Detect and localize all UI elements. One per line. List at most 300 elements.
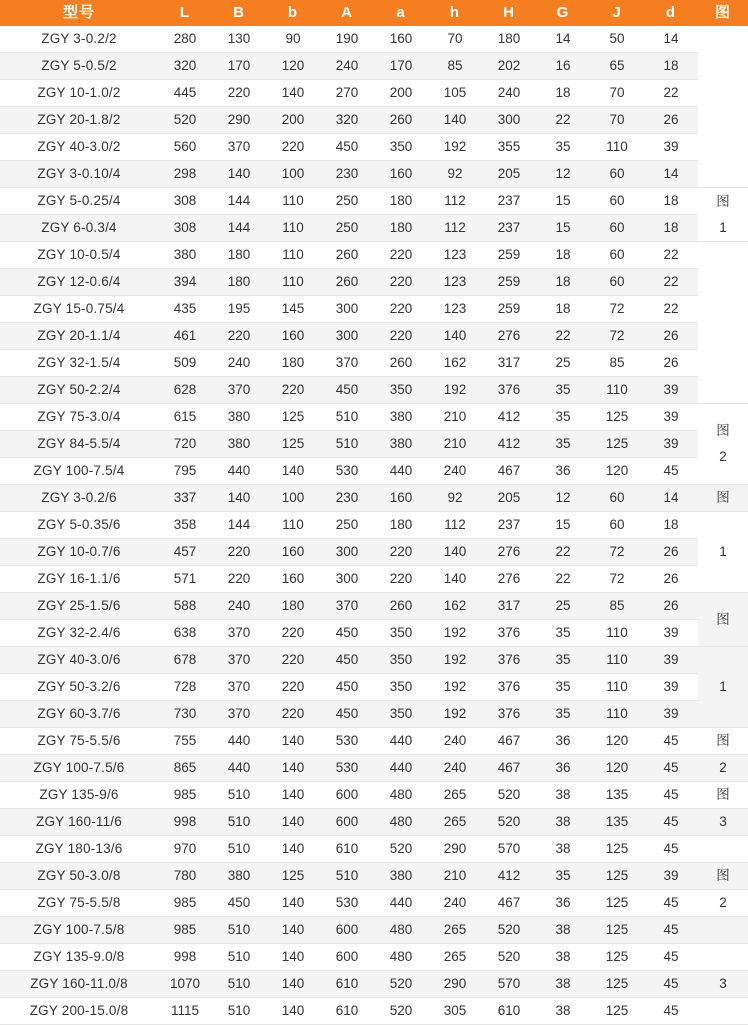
cell-d: 39 (644, 134, 698, 161)
cell-L: 560 (158, 134, 212, 161)
table-row (0, 755, 748, 782)
cell-B: 380 (212, 863, 266, 890)
cell-G: 35 (536, 377, 590, 404)
cell-G: 38 (536, 944, 590, 971)
cell-A: 230 (320, 485, 374, 512)
cell-H: 259 (482, 242, 536, 269)
cell-H: 276 (482, 539, 536, 566)
cell-A: 250 (320, 512, 374, 539)
cell-G: 35 (536, 674, 590, 701)
table-row (0, 998, 748, 1025)
cell-model: ZGY 40-3.0/2 (0, 134, 158, 161)
cell-model: ZGY 50-2.2/4 (0, 377, 158, 404)
cell-L: 394 (158, 269, 212, 296)
cell-figure (698, 188, 748, 242)
cell-H: 355 (482, 134, 536, 161)
cell-J: 125 (590, 917, 644, 944)
cell-H: 237 (482, 512, 536, 539)
cell-B: 370 (212, 674, 266, 701)
cell-A: 370 (320, 593, 374, 620)
figure-label (698, 189, 748, 241)
cell-J: 110 (590, 134, 644, 161)
cell-a: 160 (374, 161, 428, 188)
cell-B: 220 (212, 80, 266, 107)
cell-H: 467 (482, 755, 536, 782)
cell-L: 755 (158, 728, 212, 755)
cell-B: 180 (212, 269, 266, 296)
cell-G: 38 (536, 917, 590, 944)
cell-B: 380 (212, 431, 266, 458)
cell-b: 110 (266, 242, 320, 269)
cell-a: 180 (374, 512, 428, 539)
cell-A: 450 (320, 674, 374, 701)
cell-a: 480 (374, 809, 428, 836)
cell-a: 440 (374, 458, 428, 485)
cell-a: 480 (374, 944, 428, 971)
figure-label (698, 418, 748, 470)
cell-model: ZGY 15-0.75/4 (0, 296, 158, 323)
cell-d: 39 (644, 863, 698, 890)
cell-figure (698, 917, 748, 944)
cell-G: 15 (536, 512, 590, 539)
cell-A: 270 (320, 80, 374, 107)
cell-figure (698, 836, 748, 863)
cell-L: 445 (158, 80, 212, 107)
cell-H: 317 (482, 350, 536, 377)
cell-G: 18 (536, 242, 590, 269)
cell-a: 440 (374, 755, 428, 782)
cell-model: ZGY 75-3.0/4 (0, 404, 158, 431)
cell-J: 125 (590, 971, 644, 998)
table-row (0, 647, 748, 674)
cell-d: 39 (644, 620, 698, 647)
cell-a: 220 (374, 242, 428, 269)
cell-L: 1070 (158, 971, 212, 998)
table-row (0, 863, 748, 890)
cell-H: 376 (482, 647, 536, 674)
cell-h: 92 (428, 485, 482, 512)
figure-label-line: 2 (719, 449, 727, 464)
cell-A: 600 (320, 944, 374, 971)
cell-figure (698, 782, 748, 809)
cell-d: 45 (644, 458, 698, 485)
cell-G: 35 (536, 647, 590, 674)
cell-L: 298 (158, 161, 212, 188)
cell-J: 110 (590, 647, 644, 674)
cell-d: 45 (644, 944, 698, 971)
cell-d: 22 (644, 296, 698, 323)
cell-G: 38 (536, 782, 590, 809)
cell-B: 370 (212, 620, 266, 647)
cell-d: 14 (644, 485, 698, 512)
column-header-dim-7: H (482, 0, 536, 26)
cell-h: 85 (428, 53, 482, 80)
cell-B: 510 (212, 971, 266, 998)
figure-label (698, 782, 748, 808)
cell-B: 195 (212, 296, 266, 323)
cell-L: 1115 (158, 998, 212, 1025)
table-row (0, 728, 748, 755)
table-row (0, 188, 748, 215)
cell-H: 610 (482, 998, 536, 1025)
cell-b: 140 (266, 836, 320, 863)
cell-A: 260 (320, 242, 374, 269)
figure-label (698, 890, 748, 916)
cell-model: ZGY 135-9.0/8 (0, 944, 158, 971)
cell-G: 18 (536, 269, 590, 296)
cell-b: 140 (266, 890, 320, 917)
figure-label (698, 607, 748, 633)
table-row (0, 890, 748, 917)
cell-d: 22 (644, 80, 698, 107)
table-header (0, 0, 748, 26)
cell-model: ZGY 84-5.5/4 (0, 431, 158, 458)
table-row (0, 782, 748, 809)
cell-a: 220 (374, 566, 428, 593)
cell-h: 192 (428, 647, 482, 674)
cell-figure (698, 728, 748, 755)
cell-B: 370 (212, 134, 266, 161)
cell-model: ZGY 3-0.2/2 (0, 26, 158, 53)
cell-figure (698, 647, 748, 728)
cell-J: 72 (590, 323, 644, 350)
cell-b: 140 (266, 782, 320, 809)
cell-B: 510 (212, 917, 266, 944)
cell-model: ZGY 100-7.5/6 (0, 755, 158, 782)
cell-G: 36 (536, 755, 590, 782)
cell-model: ZGY 75-5.5/6 (0, 728, 158, 755)
cell-G: 35 (536, 620, 590, 647)
cell-a: 380 (374, 863, 428, 890)
cell-B: 144 (212, 512, 266, 539)
cell-J: 60 (590, 215, 644, 242)
table-row (0, 971, 748, 998)
cell-d: 39 (644, 377, 698, 404)
cell-d: 39 (644, 404, 698, 431)
column-header-dim-5: a (374, 0, 428, 26)
cell-H: 259 (482, 269, 536, 296)
cell-L: 588 (158, 593, 212, 620)
figure-label (698, 539, 748, 565)
cell-G: 22 (536, 539, 590, 566)
cell-H: 237 (482, 215, 536, 242)
cell-B: 220 (212, 323, 266, 350)
cell-model: ZGY 180-13/6 (0, 836, 158, 863)
cell-b: 140 (266, 458, 320, 485)
table-row (0, 512, 748, 539)
cell-B: 440 (212, 755, 266, 782)
cell-a: 350 (374, 674, 428, 701)
cell-b: 120 (266, 53, 320, 80)
cell-d: 18 (644, 215, 698, 242)
cell-b: 140 (266, 755, 320, 782)
table-row (0, 485, 748, 512)
cell-J: 110 (590, 377, 644, 404)
cell-L: 985 (158, 782, 212, 809)
cell-A: 370 (320, 350, 374, 377)
cell-d: 45 (644, 971, 698, 998)
cell-G: 18 (536, 296, 590, 323)
table-row (0, 404, 748, 431)
cell-a: 350 (374, 134, 428, 161)
figure-label-line: 图 (716, 423, 730, 438)
cell-G: 35 (536, 404, 590, 431)
cell-a: 220 (374, 269, 428, 296)
cell-h: 123 (428, 269, 482, 296)
cell-a: 220 (374, 296, 428, 323)
cell-a: 520 (374, 971, 428, 998)
cell-h: 290 (428, 971, 482, 998)
figure-label-line: 图 (716, 733, 730, 748)
figure-label (698, 674, 748, 700)
cell-b: 100 (266, 485, 320, 512)
cell-model: ZGY 50-3.0/8 (0, 863, 158, 890)
figure-label (698, 755, 748, 781)
cell-L: 865 (158, 755, 212, 782)
cell-B: 510 (212, 836, 266, 863)
figure-label (698, 485, 748, 511)
table-row (0, 161, 748, 188)
cell-model: ZGY 20-1.8/2 (0, 107, 158, 134)
cell-A: 240 (320, 53, 374, 80)
cell-model: ZGY 32-2.4/6 (0, 620, 158, 647)
cell-G: 35 (536, 863, 590, 890)
cell-J: 70 (590, 107, 644, 134)
figure-label-line: 2 (719, 760, 727, 775)
cell-h: 265 (428, 809, 482, 836)
cell-figure (698, 890, 748, 917)
cell-b: 125 (266, 431, 320, 458)
cell-B: 240 (212, 593, 266, 620)
cell-J: 70 (590, 80, 644, 107)
cell-H: 412 (482, 863, 536, 890)
cell-a: 220 (374, 323, 428, 350)
cell-L: 998 (158, 944, 212, 971)
cell-d: 45 (644, 728, 698, 755)
cell-A: 530 (320, 728, 374, 755)
cell-model: ZGY 135-9/6 (0, 782, 158, 809)
cell-H: 520 (482, 809, 536, 836)
cell-figure (698, 755, 748, 782)
cell-a: 260 (374, 593, 428, 620)
column-header-dim-2: B (212, 0, 266, 26)
cell-L: 985 (158, 917, 212, 944)
cell-H: 376 (482, 701, 536, 728)
cell-a: 380 (374, 431, 428, 458)
cell-A: 260 (320, 269, 374, 296)
cell-B: 370 (212, 647, 266, 674)
cell-figure (698, 809, 748, 836)
cell-h: 192 (428, 134, 482, 161)
cell-h: 162 (428, 593, 482, 620)
cell-h: 265 (428, 944, 482, 971)
cell-d: 45 (644, 917, 698, 944)
cell-b: 110 (266, 269, 320, 296)
cell-h: 112 (428, 512, 482, 539)
cell-A: 510 (320, 404, 374, 431)
cell-A: 530 (320, 755, 374, 782)
cell-b: 110 (266, 215, 320, 242)
cell-A: 250 (320, 188, 374, 215)
cell-model: ZGY 40-3.0/6 (0, 647, 158, 674)
cell-A: 190 (320, 26, 374, 53)
cell-J: 125 (590, 836, 644, 863)
cell-h: 305 (428, 998, 482, 1025)
cell-B: 180 (212, 242, 266, 269)
cell-L: 380 (158, 242, 212, 269)
table-row (0, 431, 748, 458)
cell-A: 530 (320, 458, 374, 485)
cell-G: 16 (536, 53, 590, 80)
cell-d: 45 (644, 998, 698, 1025)
cell-model: ZGY 100-7.5/4 (0, 458, 158, 485)
cell-model: ZGY 100-7.5/8 (0, 917, 158, 944)
cell-b: 180 (266, 350, 320, 377)
cell-L: 571 (158, 566, 212, 593)
column-header-model: 型号 (0, 0, 158, 26)
cell-b: 180 (266, 593, 320, 620)
cell-G: 38 (536, 809, 590, 836)
cell-A: 610 (320, 836, 374, 863)
cell-a: 440 (374, 890, 428, 917)
cell-H: 237 (482, 188, 536, 215)
table-row (0, 350, 748, 377)
cell-h: 192 (428, 701, 482, 728)
cell-G: 15 (536, 188, 590, 215)
cell-H: 412 (482, 404, 536, 431)
cell-h: 210 (428, 431, 482, 458)
figure-label-line: 3 (719, 814, 727, 829)
cell-h: 240 (428, 890, 482, 917)
cell-G: 22 (536, 323, 590, 350)
cell-L: 728 (158, 674, 212, 701)
cell-B: 140 (212, 485, 266, 512)
cell-b: 140 (266, 998, 320, 1025)
cell-a: 520 (374, 998, 428, 1025)
cell-figure (698, 512, 748, 593)
cell-d: 14 (644, 161, 698, 188)
cell-b: 220 (266, 377, 320, 404)
cell-model: ZGY 200-15.0/8 (0, 998, 158, 1025)
table-row (0, 107, 748, 134)
cell-L: 795 (158, 458, 212, 485)
cell-a: 350 (374, 701, 428, 728)
table-row (0, 593, 748, 620)
cell-J: 135 (590, 809, 644, 836)
cell-G: 35 (536, 431, 590, 458)
cell-A: 450 (320, 647, 374, 674)
cell-G: 22 (536, 566, 590, 593)
cell-model: ZGY 160-11.0/8 (0, 971, 158, 998)
figure-label (698, 863, 748, 889)
table-row (0, 215, 748, 242)
cell-J: 60 (590, 161, 644, 188)
cell-d: 14 (644, 26, 698, 53)
figure-label-line: 图 (716, 868, 730, 883)
cell-a: 200 (374, 80, 428, 107)
cell-model: ZGY 6-0.3/4 (0, 215, 158, 242)
cell-model: ZGY 32-1.5/4 (0, 350, 158, 377)
figure-label-line: 1 (719, 679, 727, 694)
cell-h: 140 (428, 107, 482, 134)
cell-d: 18 (644, 53, 698, 80)
cell-A: 250 (320, 215, 374, 242)
cell-L: 461 (158, 323, 212, 350)
cell-L: 985 (158, 890, 212, 917)
cell-b: 140 (266, 917, 320, 944)
cell-B: 450 (212, 890, 266, 917)
cell-H: 467 (482, 890, 536, 917)
cell-L: 320 (158, 53, 212, 80)
cell-h: 192 (428, 620, 482, 647)
column-header-dim-4: A (320, 0, 374, 26)
table-row (0, 296, 748, 323)
cell-G: 38 (536, 836, 590, 863)
cell-J: 60 (590, 188, 644, 215)
cell-figure (698, 944, 748, 971)
cell-d: 26 (644, 350, 698, 377)
column-header-dim-8: G (536, 0, 590, 26)
cell-J: 110 (590, 620, 644, 647)
cell-b: 110 (266, 512, 320, 539)
figure-label-line: 2 (719, 895, 727, 910)
cell-h: 162 (428, 350, 482, 377)
cell-b: 100 (266, 161, 320, 188)
cell-L: 678 (158, 647, 212, 674)
cell-A: 600 (320, 917, 374, 944)
cell-L: 435 (158, 296, 212, 323)
cell-figure (698, 485, 748, 512)
cell-B: 510 (212, 998, 266, 1025)
figure-label-line: 图 (716, 787, 730, 802)
cell-J: 85 (590, 593, 644, 620)
cell-G: 38 (536, 971, 590, 998)
cell-h: 123 (428, 242, 482, 269)
cell-model: ZGY 10-0.7/6 (0, 539, 158, 566)
table-row (0, 80, 748, 107)
cell-L: 638 (158, 620, 212, 647)
cell-a: 480 (374, 917, 428, 944)
cell-A: 600 (320, 782, 374, 809)
cell-H: 467 (482, 458, 536, 485)
cell-d: 45 (644, 809, 698, 836)
cell-J: 110 (590, 701, 644, 728)
figure-label-line: 1 (719, 219, 727, 235)
cell-L: 509 (158, 350, 212, 377)
column-header-dim-6: h (428, 0, 482, 26)
table-row (0, 269, 748, 296)
column-header-dim-9: J (590, 0, 644, 26)
table-row (0, 674, 748, 701)
cell-B: 370 (212, 377, 266, 404)
cell-d: 45 (644, 836, 698, 863)
cell-A: 530 (320, 890, 374, 917)
cell-L: 720 (158, 431, 212, 458)
cell-d: 45 (644, 890, 698, 917)
cell-b: 145 (266, 296, 320, 323)
cell-a: 440 (374, 728, 428, 755)
cell-G: 14 (536, 26, 590, 53)
cell-G: 12 (536, 485, 590, 512)
cell-B: 140 (212, 161, 266, 188)
cell-figure (698, 971, 748, 998)
cell-h: 112 (428, 215, 482, 242)
cell-a: 180 (374, 215, 428, 242)
cell-L: 280 (158, 26, 212, 53)
cell-h: 70 (428, 26, 482, 53)
column-header-dim-10: d (644, 0, 698, 26)
cell-A: 450 (320, 377, 374, 404)
